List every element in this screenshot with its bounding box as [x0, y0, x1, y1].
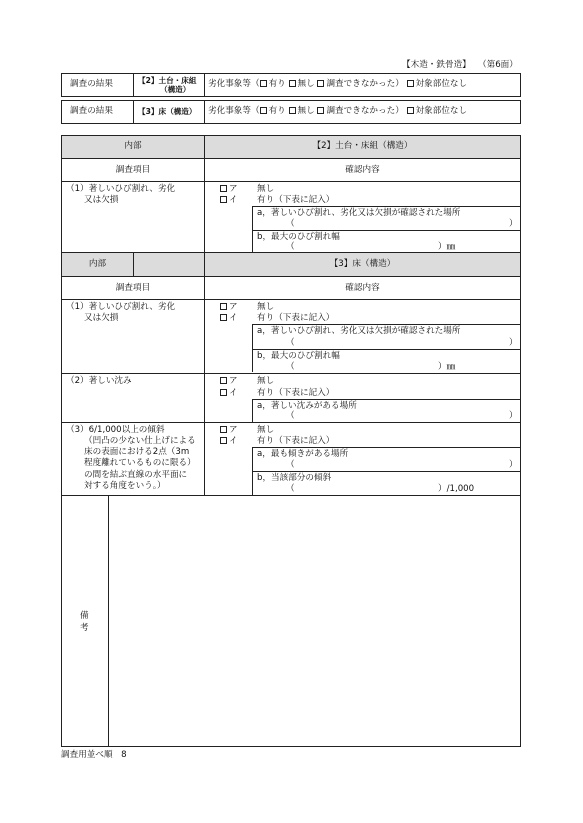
summary-item-2-line2: （構造）	[160, 85, 191, 94]
s2-item-1-line2: 又は欠損	[84, 195, 119, 205]
s3-item-1-line2: 又は欠損	[84, 313, 119, 323]
summary-options-3: 劣化事象等（ 有り 無し 調査できなかった） 対象部位なし	[208, 106, 468, 116]
result-exists-checkbox[interactable]	[260, 107, 267, 114]
opt-a-checkbox[interactable]	[220, 303, 227, 310]
part-label: 内部	[124, 141, 142, 151]
s3-tilt-place: a，最も傾きがある場所	[257, 449, 349, 459]
summary-options-2: 劣化事象等（ 有り 無し 調査できなかった） 対象部位なし	[208, 79, 468, 89]
result-unable-checkbox[interactable]	[317, 107, 324, 114]
s2-exists-text: 有り（下表に記入）	[257, 195, 335, 205]
result-exists-checkbox[interactable]	[260, 80, 267, 87]
result-na-checkbox[interactable]	[407, 107, 414, 114]
opt-i-checkbox[interactable]	[220, 389, 227, 396]
column-check-header: 確認内容	[345, 283, 380, 293]
page-number: （第6面）	[478, 60, 518, 70]
remarks-label: 備考	[80, 611, 89, 633]
page-footer: 調査用並べ順 8	[61, 750, 127, 760]
opt-a-checkbox[interactable]	[220, 377, 227, 384]
result-none-checkbox[interactable]	[289, 80, 296, 87]
column-item-header: 調査項目	[115, 283, 151, 293]
s3-item-2: （2）著しい沈み	[66, 376, 132, 386]
s2-item-1-line1: （1）著しいひび割れ、劣化	[66, 184, 176, 194]
structure-type-tag: 【木造・鉄骨造】	[402, 60, 471, 70]
part-label: 内部	[88, 259, 107, 269]
s3-item-1-line1: （1）著しいひび割れ、劣化	[66, 302, 176, 312]
summary-item-2-line1: 【2】土台・床組	[138, 76, 197, 85]
s3-sink-place: a，著しい沈みがある場所	[257, 401, 357, 411]
result-label: 調査の結果	[70, 79, 113, 89]
opt-a-checkbox[interactable]	[220, 426, 227, 433]
column-check-header: 確認内容	[345, 165, 380, 175]
section-2-title: 【2】土台・床組（構造）	[312, 141, 413, 151]
summary-item-3: 【3】床（構造）	[138, 107, 197, 116]
opt-i-checkbox[interactable]	[220, 437, 227, 444]
remarks-field[interactable]	[110, 497, 519, 745]
result-none-checkbox[interactable]	[289, 107, 296, 114]
s2-none-text: 無し	[257, 184, 275, 194]
result-label: 調査の結果	[70, 106, 113, 116]
result-na-checkbox[interactable]	[407, 80, 414, 87]
section-3-title: 【3】床（構造）	[329, 259, 396, 269]
s3-tilt-value: b，当該部分の傾斜	[257, 473, 332, 483]
result-unable-checkbox[interactable]	[317, 80, 324, 87]
opt-i-checkbox[interactable]	[220, 196, 227, 203]
opt-a-checkbox[interactable]	[220, 185, 227, 192]
s3-item-3-line1: （3）6/1,000以上の傾斜	[66, 425, 165, 435]
s2-opt-i: イ	[220, 195, 238, 206]
s2-opt-a: ア	[220, 184, 238, 195]
s2-crack-width: b，最大のひび割れ幅	[257, 232, 340, 242]
opt-i-checkbox[interactable]	[220, 314, 227, 321]
column-item-header: 調査項目	[115, 165, 151, 175]
s2-crack-place: a，著しいひび割れ、劣化又は欠損が確認された場所	[257, 208, 461, 218]
